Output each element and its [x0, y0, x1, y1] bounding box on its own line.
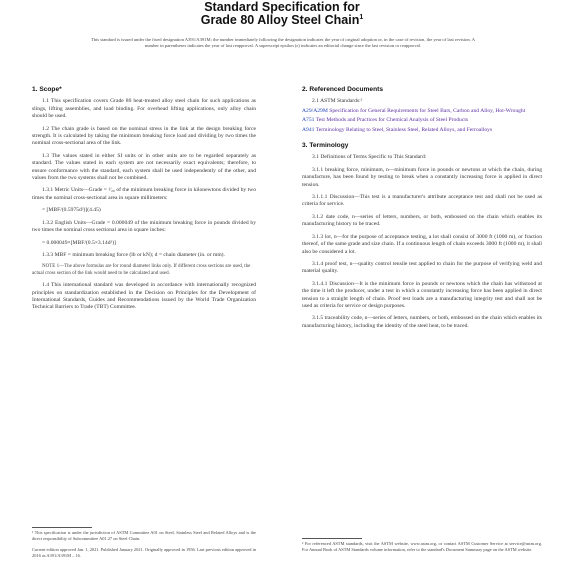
ref-item	[302, 127, 542, 134]
term-3-1: 3.1 Definitions of Terms Specific to This Standard:	[312, 154, 427, 161]
standard-designation-note: This standard is issued under the fixed designation A391/A391M; the number immediately following the designation indicates the year of original adoption or, in the case of revision, the year of last revision. A number in parentheses indicates the year of last reapproval. A superscript epsilon (ε) indicates an editorial change since the last revision or reapproval.	[90, 37, 476, 48]
left-footnote-rule	[32, 527, 92, 528]
para-1-3-1: 1.3.1 Metric Units—Grade = ¹⁄₂₀ of the minimum breaking force in kilonewtons divided by two times the nominal cross-sectional area in square millimeters:	[32, 187, 256, 201]
document-title-line1: Standard Specification for	[204, 0, 360, 14]
para-1-4: 1.4 This international standard was developed in accordance with internationally recognized principles on standardization established in the Decision on Principles for the Development of International Standards, Guides and Recommendations issued by the World Trade Organization Technical Barriers to Trade (TBT) Committee.	[32, 282, 256, 311]
term-3-1-1: 3.1.1 breaking force, minimum, n—minimum force in pounds or newtons at which the chain, during manufacture, has been found by testing to break when a constantly increasing force is applied in direct tension.	[302, 166, 542, 188]
term-3-1-2: 3.1.2 date code, n—series of letters, numbers, or both, embossed on the chain which enables its manufacturing history to be traced.	[302, 213, 542, 228]
ref-code-link[interactable]: A751	[302, 117, 315, 124]
astm-standards-intro: 2.1 ASTM Standards:²	[312, 98, 363, 105]
para-1-3-2: 1.3.2 English Units—Grade = 0.000049 of the minimum breaking force in pounds divided by two times the nominal cross sectional area in square inches:	[32, 219, 256, 234]
referenced-documents-heading: 2. Referenced Documents	[302, 86, 383, 93]
formula-metric: = [MBF/(0.5975d²)](4.45)	[42, 207, 101, 214]
para-1-2: 1.2 The chain grade is based on the nominal stress in the link at the design breaking force strength. It is calculated by taking the minimum breaking force load and dividing by two times the nominal cross-sectional area of the link.	[32, 125, 256, 147]
right-footnote-rule	[302, 538, 362, 539]
para-1-3: 1.3 The values stated in either SI units or in other units are to be regarded separately as standard. The values stated in each system are not necessarily exact equivalents; therefore, to ensure conformance with the standard, each system shall be used independently of the other, and values from the two systems shall not be combined.	[32, 152, 256, 182]
term-3-1-4-1: 3.1.4.1 Discussion—It is the minimum force in pounds or newtons which the chain has withstood at the time it left the producer, under a test in which a constantly increasing force has been applied in direct tension to a straight length of chain. Proof test loads are a manufacturing integrity test and shall not be used as criteria for service or design purposes.	[302, 280, 542, 309]
ref-title-link[interactable]: Terminology Relating to Steel, Stainless Steel, Related Alloys, and Ferroalloys	[315, 126, 493, 133]
right-footnote: ² For referenced ASTM standards, visit the ASTM website, www.astm.org, or contact ASTM Customer Service at service@astm.org. For Annual Book of ASTM Standards volume information, refer to the standard's Document Summary page on the ASTM website.	[302, 541, 542, 552]
left-footnote-2: Current edition approved Jan. 1, 2021. Published January 2021. Originally approved in 1956. Last previous edition approved in 2016 as A391/A391M – 16.	[32, 547, 256, 558]
right-column	[302, 86, 542, 335]
para-1-1: 1.1 This specification covers Grade 80 heat-treated alloy steel chain for such applications as slings, lifting assemblies, and load binding. For overhead lifting applications, only alloy chain should be used.	[32, 98, 256, 120]
left-footnote-1: ¹ This specification is under the jurisdiction of ASTM Committee A01 on Steel, Stainless Steel and Related Alloys and is the direct responsibility of Subcommittee A01.27 on Steel Chain.	[32, 530, 256, 541]
note-1: NOTE 1—The above formulas are for round diameter links only. If different cross sections are used, the actual cross section of the link would need to be calculated and used.	[32, 264, 251, 276]
formula-english: = 0.000049×[MBF/(0.5×3.14d²)]	[42, 239, 116, 246]
terminology-heading: 3. Terminology	[302, 142, 349, 150]
scope-heading: 1. Scope*	[32, 86, 62, 93]
ref-code-link[interactable]: A29/A29M	[302, 107, 328, 114]
title-footnote-mark: 1	[359, 13, 364, 21]
term-3-1-3: 3.1.3 lot, n—for the purpose of acceptance testing, a lot shall consist of 3000 ft (1000 m), or fraction thereof, of the same grade and size chain. If a continuous length of chain exceeds 3000 ft (1000 m), it shall also be considered a lot.	[302, 233, 542, 255]
ref-item	[302, 117, 542, 124]
term-3-1-1-1: 3.1.1.1 Discussion—This test is a manufacturer's attribute acceptance test and shall not be used as criteria for service.	[302, 194, 542, 208]
para-1-3-3: 1.3.3 MBF = minimum breaking force (lb or kN); d = chain diameter (in. or mm).	[42, 251, 225, 258]
document-title-line2	[112, 13, 452, 27]
ref-title-link[interactable]: Test Methods and Practices for Chemical Analysis of Steel Products	[315, 117, 469, 124]
term-3-1-4: 3.1.4 proof test, n—quality control tensile test applied to chain for the purpose of verifying weld and material quality.	[302, 260, 542, 275]
ref-item	[302, 108, 542, 115]
term-3-1-5: 3.1.5 traceability code, n—series of letters, numbers, or both, embossed on the chain which enables its manufacturing history, including the identity of the steel heat, to be traced.	[302, 315, 542, 329]
ref-code-link[interactable]: A941	[302, 126, 315, 133]
ref-title-link[interactable]: Specification for General Requirements for Steel Bars, Carbon and Alloy, Hot-Wrought	[329, 107, 526, 114]
document-title-text: Grade 80 Alloy Steel Chain	[200, 13, 360, 27]
left-column	[32, 86, 256, 317]
